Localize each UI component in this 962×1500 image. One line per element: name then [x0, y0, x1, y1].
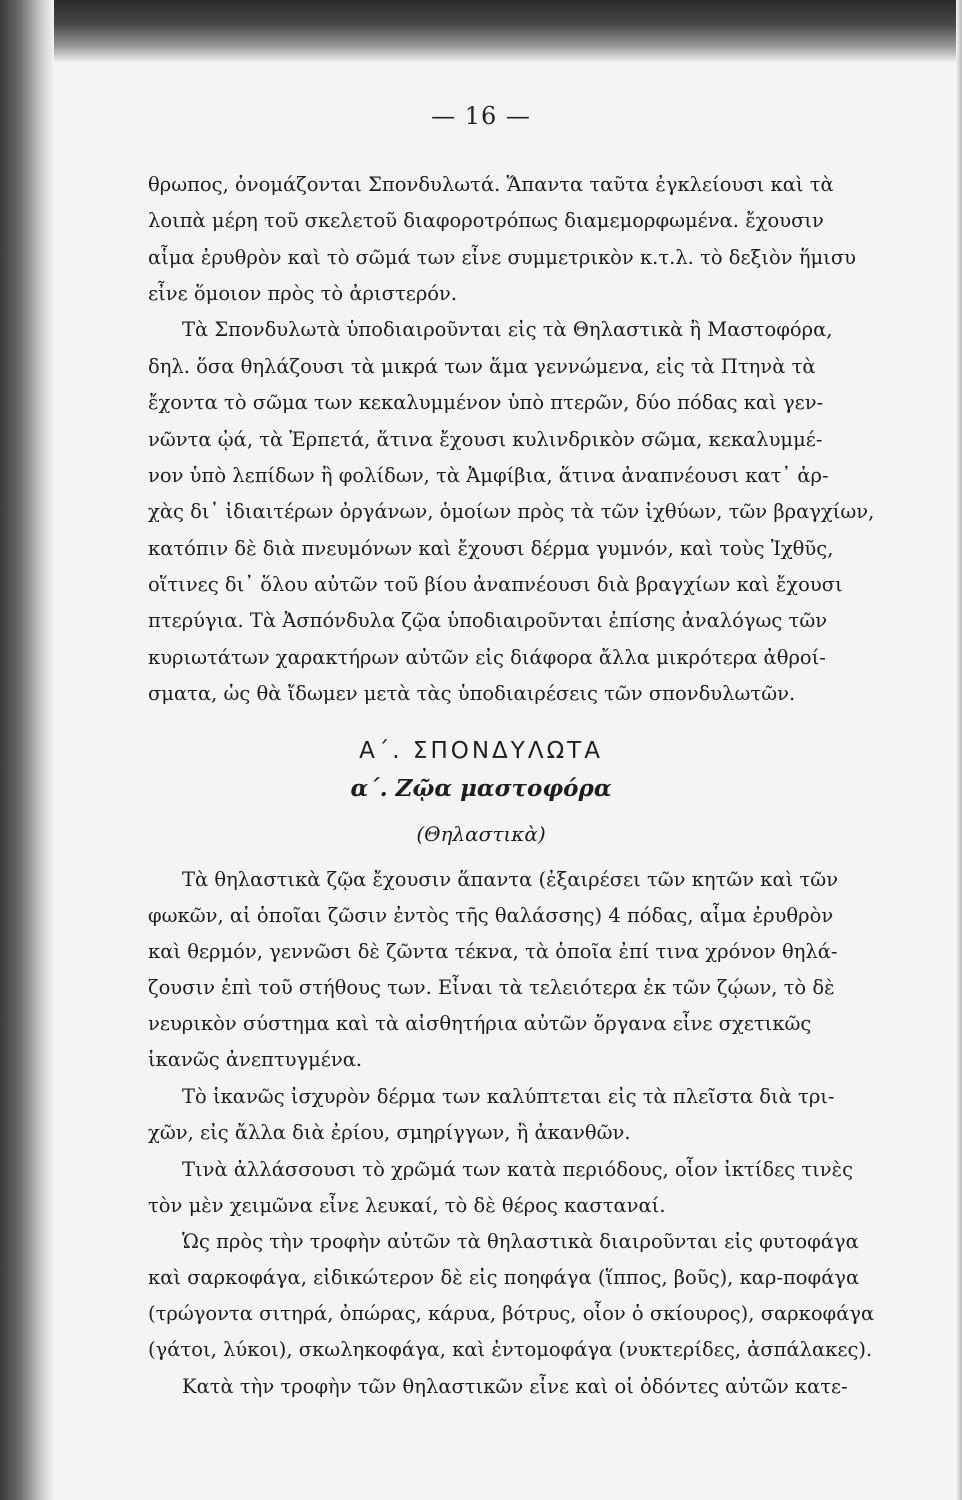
text-line: ζουσιν ἐπὶ τοῦ στήθους των. Εἶναι τὰ τελειότερα ἐκ τῶν ζῴων, τὸ δὲ: [148, 976, 835, 999]
page-number: — 16 —: [431, 102, 531, 130]
text-line: τὸν μὲν χειμῶνα εἶνε λευκαί, τὸ δὲ θέρος κασταναί.: [148, 1194, 666, 1217]
text-line: καὶ θερμόν, γεννῶσι δὲ ζῶντα τέκνα, τὰ ὁποῖα ἐπί τινα χρόνον θηλά-: [148, 940, 838, 963]
text-line: οἵτινες δι᾽ ὅλου αὐτῶν τοῦ βίου ἀναπνέουσι διὰ βραγχίων καὶ ἔχουσι: [148, 573, 843, 596]
text-line: (τρώγοντα σιτηρά, ὀπώρας, κάρυα, βότρυς, οἷον ὁ σκίουρος), σαρκοφάγα: [148, 1302, 875, 1325]
text-line: Τὰ Σπονδυλωτὰ ὑποδιαιροῦνται εἰς τὰ Θηλαστικὰ ἢ Μαστοφόρα,: [182, 318, 833, 341]
text-line: χὰς δι᾽ ἰδιαιτέρων ὀργάνων, ὁμοίων πρὸς τὰ τῶν ἰχθύων, τῶν βραγχίων,: [148, 500, 875, 523]
scan-top-edge: [0, 0, 962, 62]
subsection-subtitle: (Θηλαστικὰ): [416, 822, 546, 846]
text-line: Κατὰ τὴν τροφὴν τῶν θηλαστικῶν εἶνε καὶ οἱ ὀδόντες αὐτῶν κατε-: [182, 1375, 848, 1398]
text-line: δηλ. ὅσα θηλάζουσι τὰ μικρά των ἅμα γεννώμενα, εἰς τὰ Πτηνὰ τὰ: [148, 355, 816, 378]
text-line: (γάτοι, λύκοι), σκωληκοφάγα, καὶ ἐντομοφάγα (νυκτερίδες, ἀσπάλακες).: [148, 1338, 873, 1361]
text-line: αἷμα ἐρυθρὸν καὶ τὸ σῶμά των εἶνε συμμετρικὸν κ.τ.λ. τὸ δεξιὸν ἥμισυ: [148, 246, 856, 269]
text-line: Ὡς πρὸς τὴν τροφὴν αὐτῶν τὰ θηλαστικὰ διαιροῦνται εἰς φυτοφάγα: [182, 1230, 859, 1253]
text-line: Τὰ θηλαστικὰ ζῷα ἔχουσιν ἅπαντα (ἐξαιρέσει τῶν κητῶν καὶ τῶν: [182, 868, 839, 891]
text-line: νον ὑπὸ λεπίδων ἢ φολίδων, τὰ Ἀμφίβια, ἅτινα ἀναπνέουσι κατ᾽ ἀρ-: [148, 464, 829, 487]
text-line: καὶ σαρκοφάγα, εἰδικώτερον δὲ εἰς ποηφάγα (ἵππος, βοῦς), καρ-ποφάγα: [148, 1266, 860, 1289]
text-line: εἶνε ὅμοιον πρὸς τὸ ἀριστερόν.: [148, 282, 458, 305]
text-line: Τινὰ ἀλλάσσουσι τὸ χρῶμά των κατὰ περιόδους, οἷον ἰκτίδες τινὲς: [182, 1158, 853, 1181]
text-line: πτερύγια. Τὰ Ἀσπόνδυλα ζῷα ὑποδιαιροῦνται ἐπίσης ἀναλόγως τῶν: [148, 609, 828, 632]
subsection-heading: α΄. Ζῷα μαστοφόρα: [350, 775, 612, 802]
text-line: θρωπος, ὀνομάζονται Σπονδυλωτά. Ἅπαντα ταῦτα ἐγκλείουσι καὶ τὰ: [148, 173, 834, 196]
text-line: λοιπὰ μέρη τοῦ σκελετοῦ διαφοροτρόπως διαμεμορφωμένα. ἔχουσιν: [148, 209, 824, 232]
text-line: χῶν, εἰς ἄλλα διὰ ἐρίου, σμηρίγγων, ἢ ἀκανθῶν.: [148, 1121, 631, 1144]
text-line: ἔχοντα τὸ σῶμα των κεκαλυμμένον ὑπὸ πτερῶν, δύο πόδας καὶ γεν-: [148, 391, 824, 414]
text-line: φωκῶν, αἱ ὁποῖαι ζῶσιν ἐντὸς τῆς θαλάσσης) 4 πόδας, αἷμα ἐρυθρὸν: [148, 904, 834, 927]
section-heading: Α΄. ΣΠΟΝΔΥΛΩΤΑ: [359, 738, 603, 764]
text-line: κατόπιν δὲ διὰ πνευμόνων καὶ ἔχουσι δέρμα γυμνόν, καὶ τοὺς Ἰχθῦς,: [148, 537, 834, 560]
text-line: σματα, ὡς θὰ ἴδωμεν μετὰ τὰς ὑποδιαιρέσεις τῶν σπονδυλωτῶν.: [148, 682, 796, 705]
text-line: κυριωτάτων χαρακτήρων αὐτῶν εἰς διάφορα ἄλλα μικρότερα ἀθροί-: [148, 646, 826, 669]
text-line: Τὸ ἱκανῶς ἰσχυρὸν δέρμα των καλύπτεται εἰς τὰ πλεῖστα διὰ τρι-: [182, 1085, 835, 1108]
text-line: νῶντα ᾠά, τὰ Ἑρπετά, ἅτινα ἔχουσι κυλινδρικὸν σῶμα, κεκαλυμμέ-: [148, 428, 823, 451]
text-line: νευρικὸν σύστημα καὶ τὰ αἰσθητήρια αὐτῶν ὄργανα εἶνε σχετικῶς: [148, 1012, 812, 1035]
text-line: ἱκανῶς ἀνεπτυγμένα.: [148, 1048, 363, 1071]
